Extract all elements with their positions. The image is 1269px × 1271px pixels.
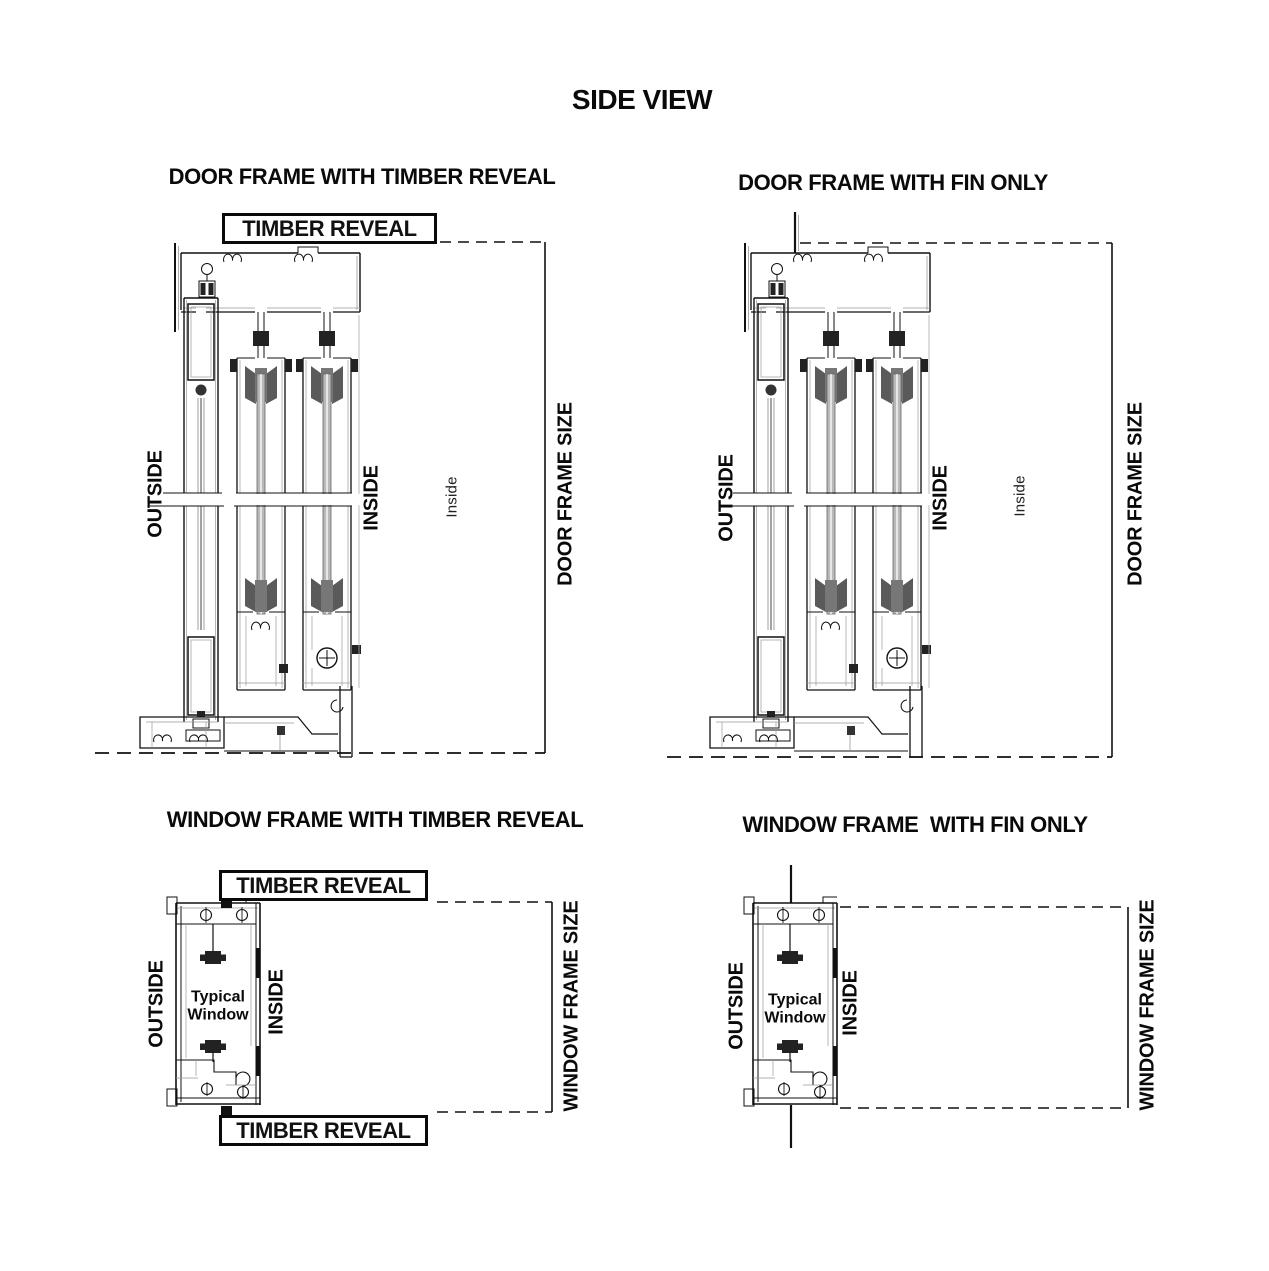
door-timber-size-label: DOOR FRAME SIZE xyxy=(554,402,577,586)
window-fin-outside-label: OUTSIDE xyxy=(725,962,748,1050)
timber-reveal-callout-window-top xyxy=(219,870,428,901)
timber-reveal-callout-door xyxy=(222,213,437,244)
timber-reveal-label: TIMBER REVEAL xyxy=(236,1117,411,1143)
door-timber-inside-small-label: Inside xyxy=(443,476,461,518)
door-fin-panel-title: DOOR FRAME WITH FIN ONLY xyxy=(738,170,1048,195)
timber-reveal-label: TIMBER REVEAL xyxy=(242,215,417,241)
door-fin-size-label: DOOR FRAME SIZE xyxy=(1124,402,1147,586)
timber-reveal-callout-window-bottom xyxy=(219,1115,428,1146)
window-fin-size-label: WINDOW FRAME SIZE xyxy=(1136,899,1159,1111)
window-timber-size-label: WINDOW FRAME SIZE xyxy=(560,900,583,1112)
door-timber-outside-label: OUTSIDE xyxy=(144,450,167,538)
door-fin-inside-small-label: Inside xyxy=(1011,475,1029,517)
window-fin-typical-window-label: Typical Window xyxy=(764,991,826,1027)
window-timber-outside-label: OUTSIDE xyxy=(145,960,168,1048)
window-timber-panel-title: WINDOW FRAME WITH TIMBER REVEAL xyxy=(166,807,584,832)
door-fin-inside-label: INSIDE xyxy=(929,465,952,531)
page-title: SIDE VIEW xyxy=(571,84,713,115)
door-fin-outside-label: OUTSIDE xyxy=(715,454,738,542)
timber-reveal-label: TIMBER REVEAL xyxy=(236,872,411,898)
door-timber-panel-title: DOOR FRAME WITH TIMBER REVEAL xyxy=(168,164,556,189)
window-fin-panel-title: WINDOW FRAME WITH FIN ONLY xyxy=(742,812,1088,837)
door-timber-inside-label: INSIDE xyxy=(360,465,383,531)
window-fin-inside-label: INSIDE xyxy=(839,970,862,1036)
window-timber-inside-label: INSIDE xyxy=(265,969,288,1035)
window-timber-typical-window-label: Typical Window xyxy=(187,988,249,1024)
